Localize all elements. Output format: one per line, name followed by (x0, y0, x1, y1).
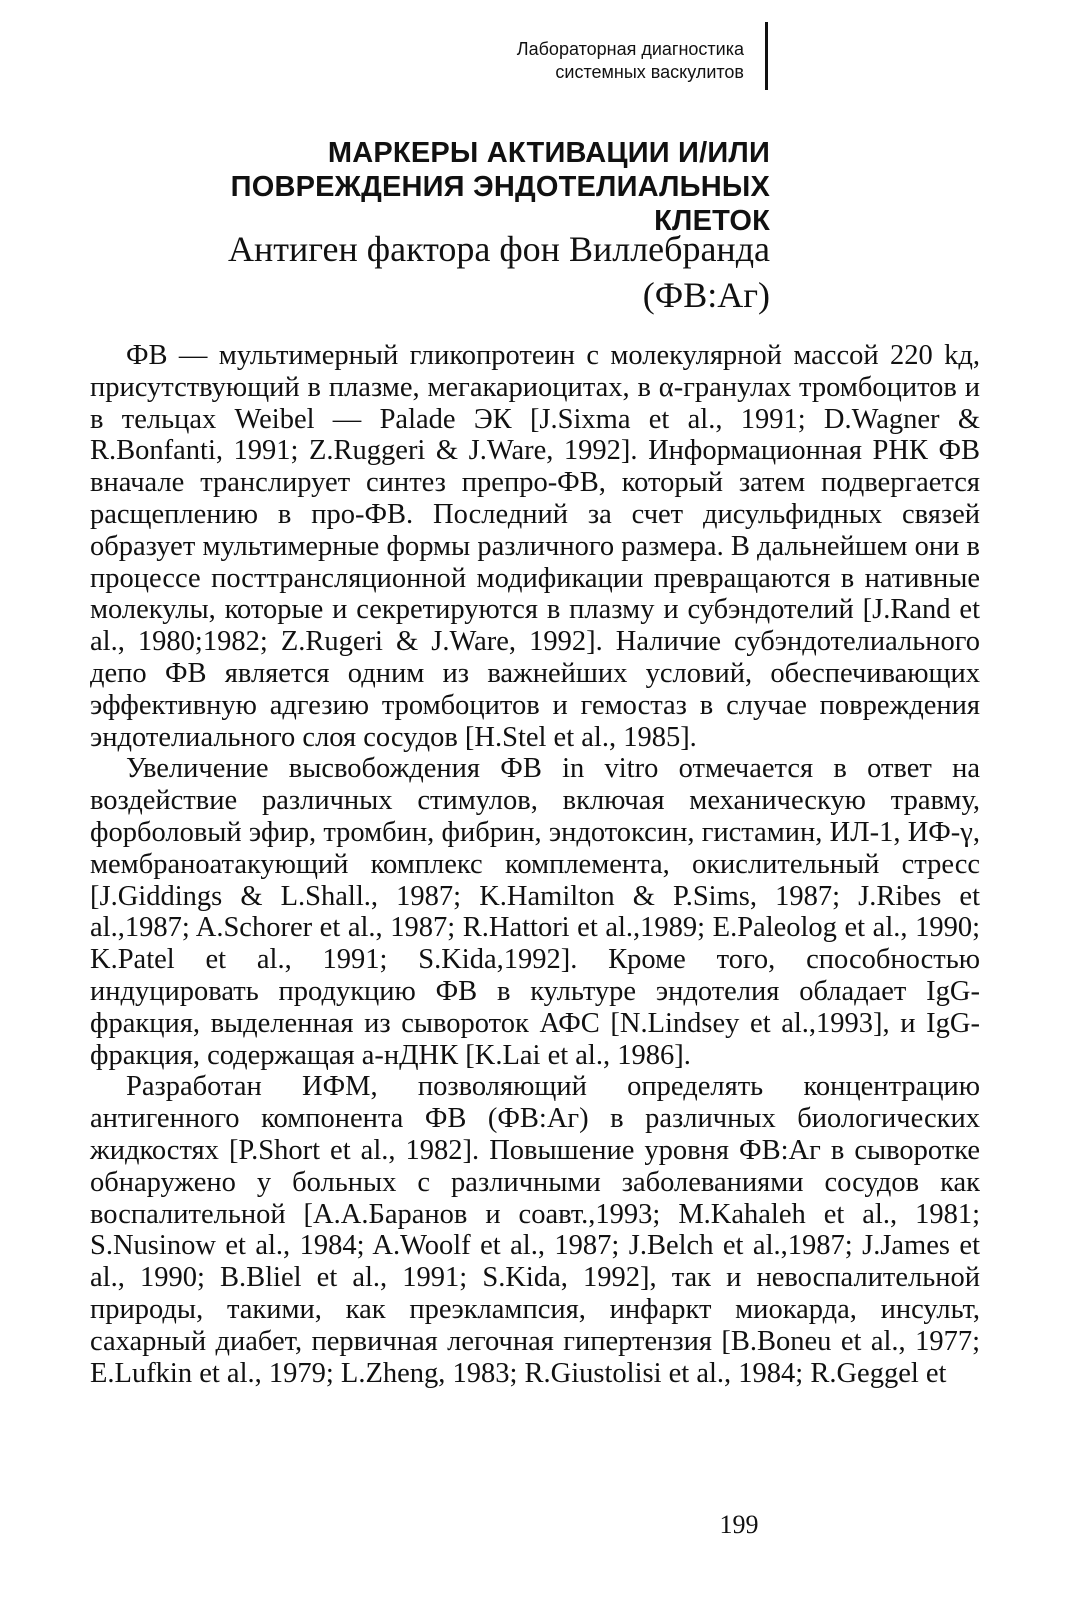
subsection-title-line-1: Антиген фактора фон Виллебранда (228, 229, 770, 269)
paragraph-3: Разработан ИФМ, позволяющий определять концентрацию антигенного компонента ФВ (ФВ:Аг) в различных биологических жидкостях [P.Short et al., 1982]. Повышение уровня ФВ:Аг в сыворотке обнаружено у больных с различными заболеваниями сосудов как воспалительной [А.А.Баранов и соавт.,1993; M.Kahaleh et al., 1981; S.Nusinow et al., 1984; A.Woolf et al., 1987; J.Belch et al.,1987; J.James et al., 1990; B.Bliel et al., 1991; S.Kida, 1992], так и невоспалительной природы, такими, как преэклампсия, инфаркт миокарда, инсульт, сахарный диабет, первичная легочная гипертензия [B.Boneu et al., 1977; E.Lufkin et al., 1979; L.Zheng, 1983; R.Giustolisi et al., 1984; R.Geggel et (90, 1071, 980, 1389)
running-header-line-2: системных васкулитов (555, 62, 744, 82)
header-vertical-rule (765, 22, 768, 90)
running-header-line-1: Лабораторная диагностика (516, 39, 744, 59)
section-title-line-2: ПОВРЕЖДЕНИЯ ЭНДОТЕЛИАЛЬНЫХ КЛЕТОК (230, 171, 770, 237)
paragraph-2: Увеличение высвобождения ФВ in vitro отмечается в ответ на воздействие различных стимулов, включая механическую травму, форболовый эфир, тромбин, фибрин, эндотоксин, гистамин, ИЛ-1, ИФ-γ, мембраноатакующий комплекс комплемента, окислительный стресс [J.Giddings & L.Shall., 1987; K.Hamilton & P.Sims, 1987; J.Ribes et al.,1987; A.Schorer et al., 1987; R.Hattori et al.,1989; E.Paleolog et al., 1990; K.Patel et al., 1991; S.Kida,1992]. Кроме того, способностью индуцировать продукцию ФВ в культуре эндотелия обладает IgG-фракция, выделенная из сывороток АФС [N.Lindsey et al.,1993], и IgG-фракция, содержащая а-нДНК [K.Lai et al., 1986]. (90, 753, 980, 1071)
section-title (150, 136, 770, 238)
section-title-line-1: МАРКЕРЫ АКТИВАЦИИ И/ИЛИ (327, 137, 770, 169)
running-header (517, 38, 744, 84)
subsection-title-line-2: (ФВ:Аг) (642, 275, 770, 315)
paragraph-1: ФВ — мультимерный гликопротеин с молекулярной массой 220 kд, присутствующий в плазме, мегакариоцитах, в α-гранулах тромбоцитов и в тельцах Weibel — Palade ЭК [J.Sixma et al., 1991; D.Wagner & R.Bonfanti, 1991; Z.Ruggeri & J.Ware, 1992]. Информационная РНК ФВ вначале транслирует синтез препро-ФВ, который затем подвергается расщеплению в про-ФВ. Последний за счет дисульфидных связей образует мультимерные формы различного размера. В дальнейшем они в процессе посттрансляционной модификации превращаются в нативные молекулы, которые и секретируются в плазму и субэндотелий [J.Rand et al., 1980;1982; Z.Rugeri & J.Ware, 1992]. Наличие субэндотелиального депо ФВ является одним из важнейших условий, обеспечивающих эффективную адгезию тромбоцитов и гемостаз в случае повреждения эндотелиального слоя сосудов [H.Stel et al., 1985]. (90, 340, 980, 753)
page-number-container (0, 1510, 1074, 1540)
subsection-title (170, 226, 770, 318)
page-number: 199 (719, 1510, 759, 1539)
body-text (90, 340, 980, 1389)
